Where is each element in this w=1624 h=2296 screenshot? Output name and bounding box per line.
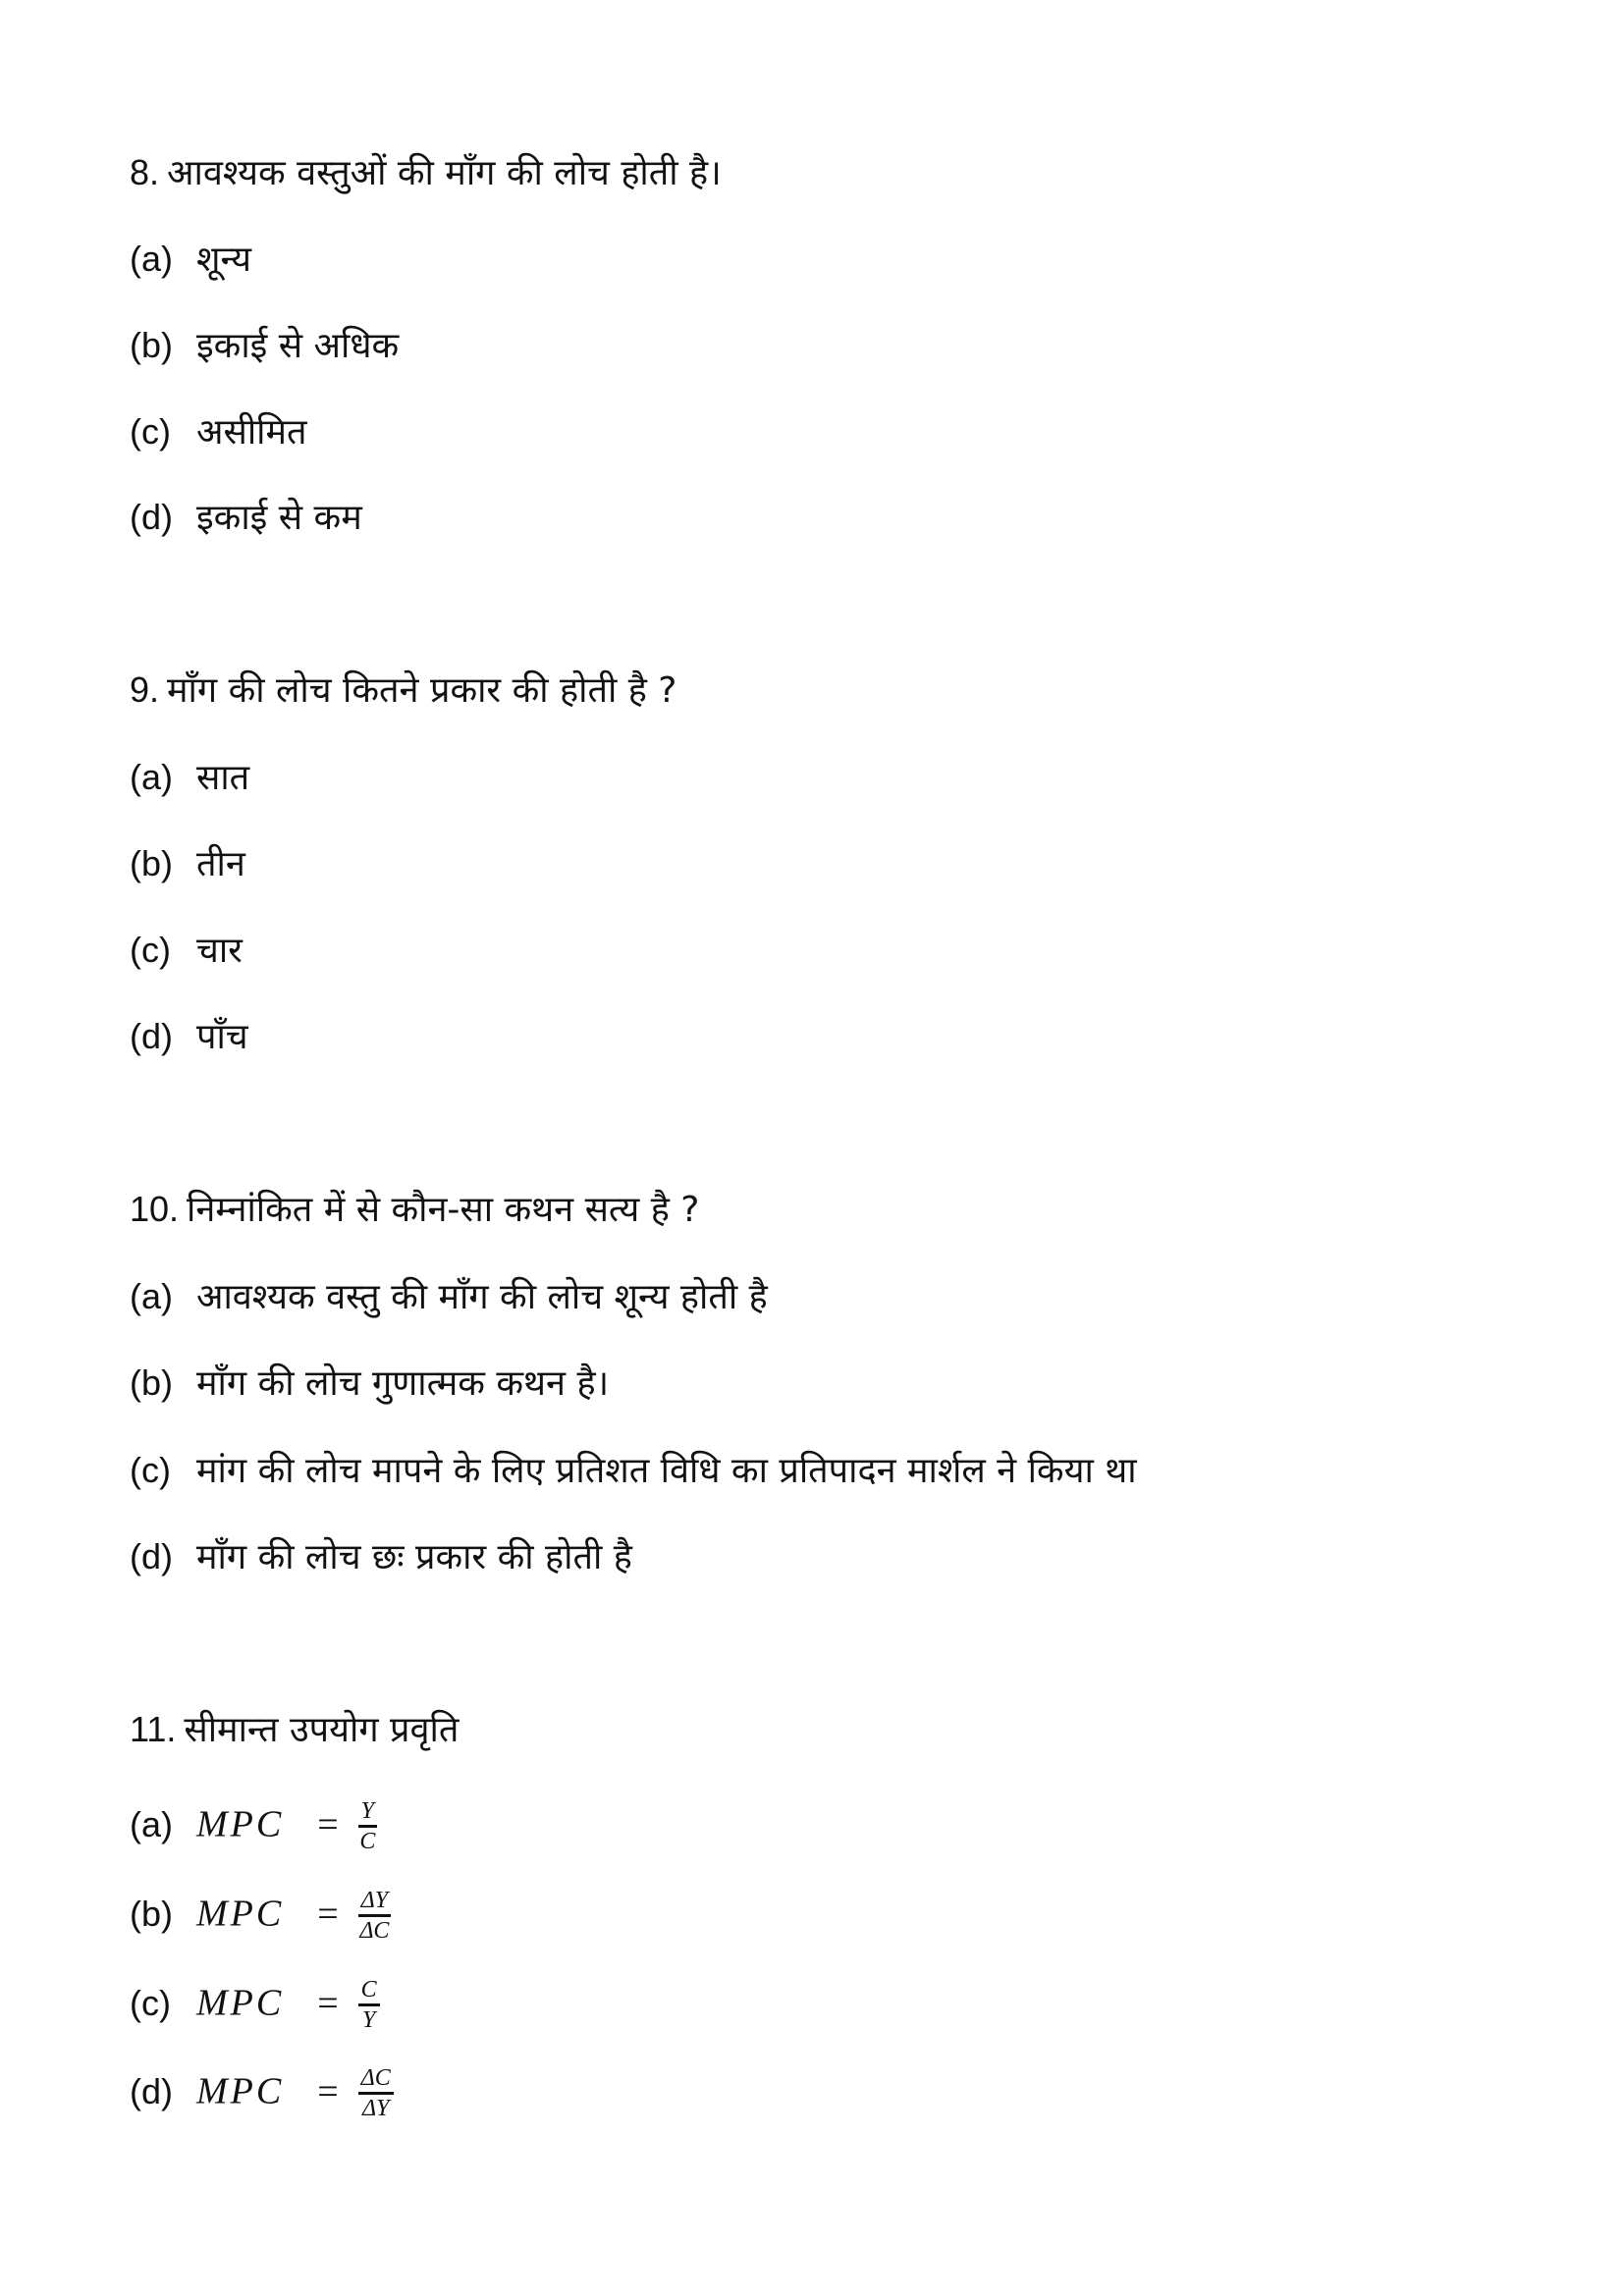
option-label: (c) xyxy=(130,930,171,970)
option-label: (d) xyxy=(130,1536,173,1576)
formula-lhs: MPC xyxy=(196,1982,285,2024)
denominator: ΔC xyxy=(359,1918,390,1944)
option-label: (c) xyxy=(130,1450,171,1490)
denominator: C xyxy=(359,1829,376,1854)
option-label: (c) xyxy=(130,411,171,452)
question-10 xyxy=(130,1188,699,1232)
option-9a xyxy=(130,756,249,800)
question-number: 9. xyxy=(130,669,160,710)
numerator: Y xyxy=(358,1798,377,1828)
option-10c xyxy=(130,1449,1137,1493)
option-label: (a) xyxy=(130,239,173,279)
option-11a xyxy=(130,1798,377,1854)
equals-sign: = xyxy=(317,1803,339,1845)
option-text: शून्य xyxy=(196,240,251,280)
formula-lhs: MPC xyxy=(196,1893,285,1935)
option-label: (b) xyxy=(130,1893,173,1934)
option-8d xyxy=(130,496,362,540)
option-label: (b) xyxy=(130,1362,173,1403)
option-text: मांग की लोच मापने के लिए प्रतिशत विधि का प्रतिपादन मार्शल ने किया था xyxy=(196,1451,1137,1491)
option-text: चार xyxy=(196,931,243,971)
option-10b xyxy=(130,1362,609,1406)
numerator: ΔY xyxy=(358,1888,391,1917)
fraction xyxy=(358,1798,377,1854)
option-label: (b) xyxy=(130,843,173,883)
option-label: (b) xyxy=(130,325,173,365)
option-11c xyxy=(130,1977,380,2033)
fraction xyxy=(358,1977,380,2033)
numerator: ΔC xyxy=(358,2065,394,2095)
option-11b xyxy=(130,1888,391,1944)
question-8 xyxy=(130,151,722,195)
denominator: Y xyxy=(361,2007,376,2033)
question-11 xyxy=(130,1708,459,1752)
option-10d xyxy=(130,1535,632,1579)
option-text: माँग की लोच गुणात्मक कथन है। xyxy=(196,1363,610,1404)
denominator: ΔY xyxy=(361,2096,390,2121)
option-text: इकाई से कम xyxy=(196,498,362,538)
question-text: माँग की लोच कितने प्रकार की होती है ? xyxy=(167,670,677,711)
option-label: (a) xyxy=(130,757,173,797)
equals-sign: = xyxy=(317,1982,339,2024)
question-9 xyxy=(130,668,677,713)
option-10a xyxy=(130,1275,768,1319)
numerator: C xyxy=(358,1977,380,2006)
question-text: सीमान्त उपयोग प्रवृति xyxy=(184,1710,460,1750)
option-label: (d) xyxy=(130,497,173,537)
option-8a xyxy=(130,238,251,282)
option-label: (c) xyxy=(130,1982,171,2023)
option-text: आवश्यक वस्तु की माँग की लोच शून्य होती है xyxy=(196,1277,768,1317)
formula-lhs: MPC xyxy=(196,1803,285,1845)
option-label: (a) xyxy=(130,1803,173,1844)
question-number: 10. xyxy=(130,1189,180,1229)
option-label: (a) xyxy=(130,1276,173,1316)
fraction xyxy=(358,2065,394,2121)
equals-sign: = xyxy=(317,2070,339,2112)
option-text: पाँच xyxy=(196,1017,248,1057)
fraction xyxy=(358,1888,391,1944)
option-9b xyxy=(130,842,245,886)
option-11d xyxy=(130,2065,394,2121)
option-text: तीन xyxy=(196,844,245,884)
option-text: सात xyxy=(196,758,250,798)
equals-sign: = xyxy=(317,1893,339,1935)
option-8b xyxy=(130,324,399,368)
option-text: माँग की लोच छः प्रकार की होती है xyxy=(196,1537,632,1577)
question-text: आवश्यक वस्तुओं की माँग की लोच होती है। xyxy=(167,153,722,193)
formula-lhs: MPC xyxy=(196,2070,285,2112)
option-8c xyxy=(130,410,307,454)
option-text: इकाई से अधिक xyxy=(196,326,400,366)
option-label: (d) xyxy=(130,2070,173,2111)
option-text: असीमित xyxy=(196,412,307,453)
question-number: 8. xyxy=(130,152,160,192)
question-text: निम्नांकित में से कौन-सा कथन सत्य है ? xyxy=(187,1190,700,1230)
option-9d xyxy=(130,1015,248,1059)
option-9c xyxy=(130,929,243,973)
option-label: (d) xyxy=(130,1016,173,1056)
question-number: 11. xyxy=(130,1709,177,1749)
